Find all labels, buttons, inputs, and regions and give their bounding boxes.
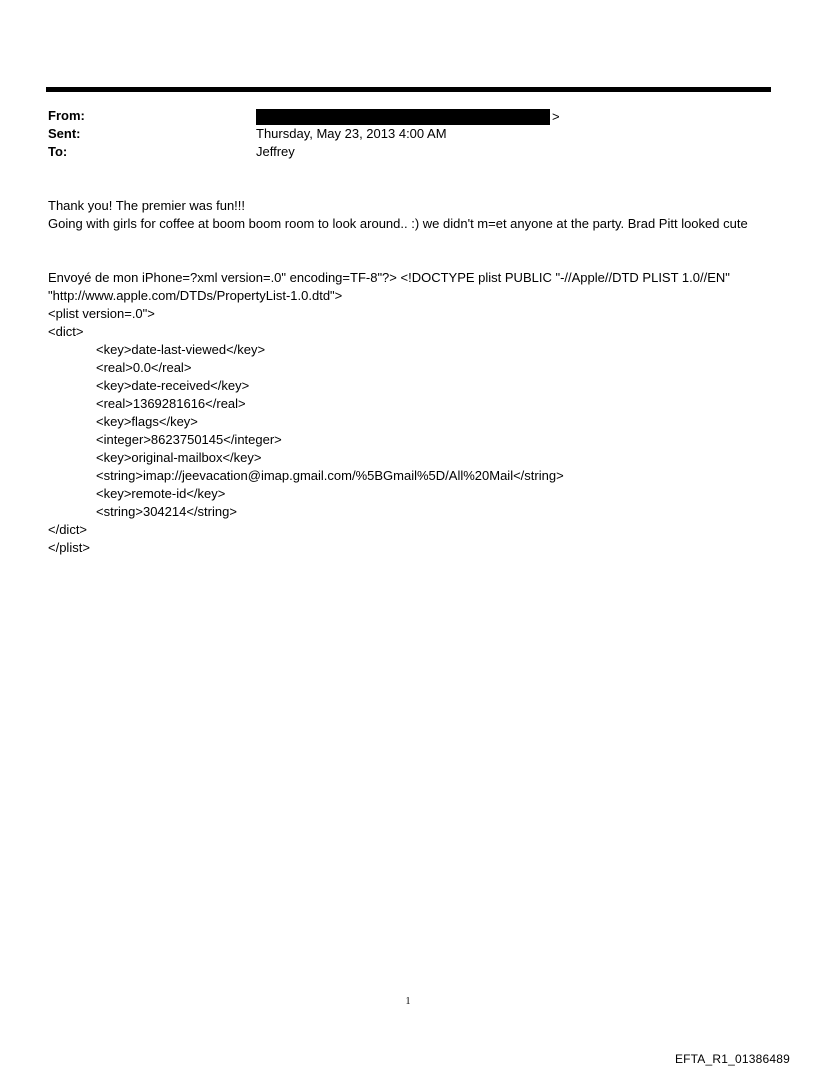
from-label: From: [48,108,85,123]
plist-line: <real>1369281616</real> [96,396,246,411]
message-plist-end: </plist> [48,540,90,555]
redaction-box [256,109,550,125]
message-dict-end: </dict> [48,522,88,537]
page-number: 1 [405,996,411,1007]
message-line-6: <dict> [48,324,84,339]
header-rule [46,87,771,92]
plist-line: <key>date-received</key> [96,378,250,393]
message-line-1: Thank you! The premier was fun!!! [48,198,246,213]
to-value: Jeffrey [256,144,295,159]
plist-line: <real>0.0</real> [96,360,192,375]
to-label: To: [48,144,68,159]
plist-line: <key>date-last-viewed</key> [96,342,266,357]
message-line-4: "http://www.apple.com/DTDs/PropertyList-1.0.dtd"> [48,288,343,303]
plist-line: <key>flags</key> [96,414,198,429]
from-suffix: > [552,109,560,124]
plist-line: <key>remote-id</key> [96,486,226,501]
sent-label: Sent: [48,126,81,141]
plist-line: <key>original-mailbox</key> [96,450,262,465]
sent-value: Thursday, May 23, 2013 4:00 AM [256,126,447,141]
message-line-3: Envoyé de mon iPhone=?xml version=.0" encoding=TF-8"?> <!DOCTYPE plist PUBLIC "-//Apple//DTD PLIST 1.0//EN" [48,270,730,285]
document-id: EFTA_R1_01386489 [674,1052,790,1066]
plist-line: <string>304214</string> [96,504,237,519]
plist-line: <integer>8623750145</integer> [96,432,282,447]
message-line-2: Going with girls for coffee at boom boom room to look around.. :) we didn't m=et anyone at the party. Brad Pitt looked cute [48,216,748,231]
plist-line: <string>imap://jeevacation@imap.gmail.com/%5BGmail%5D/All%20Mail</string> [96,468,564,483]
message-line-5: <plist version=.0"> [48,306,155,321]
